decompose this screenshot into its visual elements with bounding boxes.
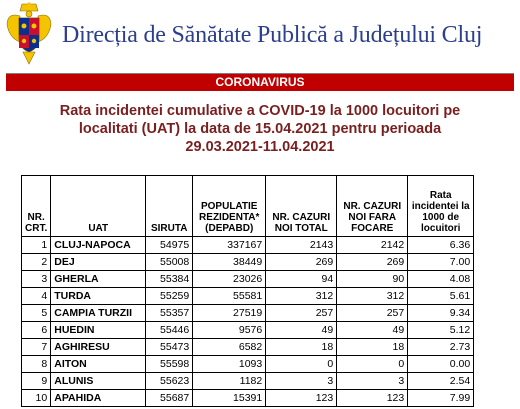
cell-total-cases: 94 [266, 271, 337, 288]
table-row [22, 322, 474, 339]
page-header [0, 0, 520, 72]
cell-cases-no-outbreaks: 18 [337, 339, 408, 356]
col-header-uat: UAT [51, 176, 146, 237]
cell-uat: AITON [51, 356, 146, 373]
cell-population: 6582 [193, 339, 266, 356]
cell-siruta: 55598 [146, 356, 193, 373]
cell-uat: DEJ [51, 254, 146, 271]
cell-uat: CAMPIA TURZII [51, 305, 146, 322]
cell-uat: CLUJ-NAPOCA [51, 237, 146, 254]
cell-incidence-rate: 2.73 [408, 339, 474, 356]
cell-population: 1182 [193, 373, 266, 390]
cell-population: 38449 [193, 254, 266, 271]
cell-nr: 2 [22, 254, 51, 271]
cell-total-cases: 123 [266, 390, 337, 407]
agency-name: Direcția de Sănătate Publică a Județului Cluj [62, 22, 483, 48]
cell-uat: AGHIRESU [51, 339, 146, 356]
cell-population: 337167 [193, 237, 266, 254]
cell-incidence-rate: 9.34 [408, 305, 474, 322]
cell-total-cases: 2143 [266, 237, 337, 254]
cell-siruta: 55259 [146, 288, 193, 305]
cell-siruta: 55384 [146, 271, 193, 288]
cell-cases-no-outbreaks: 123 [337, 390, 408, 407]
cell-nr: 8 [22, 356, 51, 373]
cell-nr: 9 [22, 373, 51, 390]
table-row [22, 305, 474, 322]
col-header-population: POPULATIE REZIDENTA* (DEPABD) [193, 176, 266, 237]
cell-cases-no-outbreaks: 0 [337, 356, 408, 373]
cell-population: 23026 [193, 271, 266, 288]
romania-coat-of-arms-icon [6, 2, 52, 66]
cell-incidence-rate: 6.36 [408, 237, 474, 254]
table-row [22, 237, 474, 254]
cell-incidence-rate: 5.61 [408, 288, 474, 305]
col-header-total-cases: NR. CAZURI NOI TOTAL [266, 176, 337, 237]
report-title [20, 102, 500, 156]
cell-uat: APAHIDA [51, 390, 146, 407]
cell-total-cases: 18 [266, 339, 337, 356]
cell-total-cases: 257 [266, 305, 337, 322]
title-line-3: 29.03.2021-11.04.2021 [185, 139, 335, 155]
cell-siruta: 55687 [146, 390, 193, 407]
cell-population: 9576 [193, 322, 266, 339]
col-header-cases-no-outbreaks: NR. CAZURI NOI FARA FOCARE [337, 176, 408, 237]
cell-incidence-rate: 7.00 [408, 254, 474, 271]
table-row [22, 339, 474, 356]
cell-cases-no-outbreaks: 3 [337, 373, 408, 390]
cell-cases-no-outbreaks: 2142 [337, 237, 408, 254]
cell-population: 1093 [193, 356, 266, 373]
cell-siruta: 55008 [146, 254, 193, 271]
cell-population: 55581 [193, 288, 266, 305]
cell-uat: ALUNIS [51, 373, 146, 390]
cell-population: 15391 [193, 390, 266, 407]
cell-population: 27519 [193, 305, 266, 322]
cell-siruta: 55446 [146, 322, 193, 339]
cell-uat: GHERLA [51, 271, 146, 288]
cell-siruta: 55473 [146, 339, 193, 356]
cell-total-cases: 312 [266, 288, 337, 305]
cell-uat: HUEDIN [51, 322, 146, 339]
cell-incidence-rate: 2.54 [408, 373, 474, 390]
cell-total-cases: 49 [266, 322, 337, 339]
cell-incidence-rate: 4.08 [408, 271, 474, 288]
coronavirus-banner: CORONAVIRUS [6, 73, 514, 91]
title-line-2: localitati (UAT) la data de 15.04.2021 pentru perioada [78, 121, 442, 137]
table-row [22, 254, 474, 271]
cell-incidence-rate: 7.99 [408, 390, 474, 407]
cell-nr: 7 [22, 339, 51, 356]
table-row [22, 271, 474, 288]
cell-uat: TURDA [51, 288, 146, 305]
cell-nr: 6 [22, 322, 51, 339]
col-header-siruta: SIRUTA [146, 176, 193, 237]
cell-total-cases: 269 [266, 254, 337, 271]
cell-siruta: 54975 [146, 237, 193, 254]
cell-siruta: 55357 [146, 305, 193, 322]
cell-incidence-rate: 0.00 [408, 356, 474, 373]
cell-cases-no-outbreaks: 257 [337, 305, 408, 322]
col-header-nr: NR. CRT. [22, 176, 51, 237]
title-line-1: Rata incidentei cumulative a COVID-19 la 1000 locuitori pe [59, 103, 461, 119]
cell-nr: 1 [22, 237, 51, 254]
cell-cases-no-outbreaks: 312 [337, 288, 408, 305]
table-row [22, 373, 474, 390]
incidence-table [21, 175, 474, 407]
cell-incidence-rate: 5.12 [408, 322, 474, 339]
cell-nr: 5 [22, 305, 51, 322]
cell-siruta: 55623 [146, 373, 193, 390]
cell-nr: 4 [22, 288, 51, 305]
cell-total-cases: 3 [266, 373, 337, 390]
cell-nr: 3 [22, 271, 51, 288]
table-row [22, 390, 474, 407]
table-row [22, 356, 474, 373]
cell-cases-no-outbreaks: 90 [337, 271, 408, 288]
table-header-row [22, 176, 474, 237]
cell-total-cases: 0 [266, 356, 337, 373]
col-header-incidence-rate: Rata incidentei la 1000 de locuitori [408, 176, 474, 237]
table-row [22, 288, 474, 305]
cell-nr: 10 [22, 390, 51, 407]
cell-cases-no-outbreaks: 49 [337, 322, 408, 339]
cell-cases-no-outbreaks: 269 [337, 254, 408, 271]
